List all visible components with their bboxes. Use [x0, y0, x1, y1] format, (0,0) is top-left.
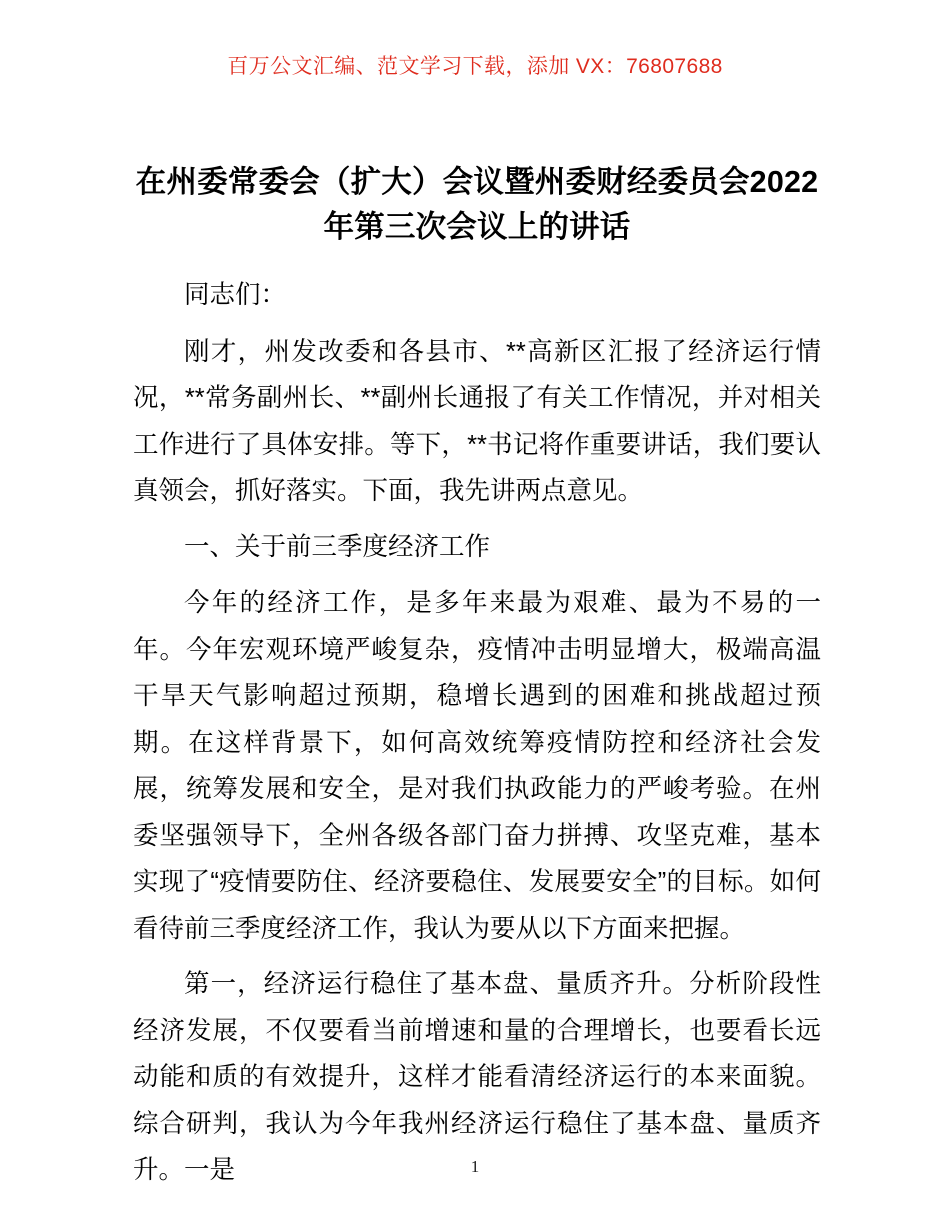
document-title: 在州委常委会（扩大）会议暨州委财经委员会2022年第三次会议上的讲话: [135, 165, 819, 244]
paragraph-opening-remarks: 刚才，州发改委和各县市、**高新区汇报了经济运行情况，**常务副州长、**副州长通报了有关工作情况，并对相关工作进行了具体安排。等下，**书记将作重要讲话，我们要认真领会，抓好落实。下面，我先讲两点意见。: [133, 337, 821, 505]
promo-watermark-header: 百万公文汇编、范文学习下载，添加 VX：76807688: [227, 55, 723, 78]
paragraph-economic-overview: 今年的经济工作，是多年来最为艰难、最为不易的一年。今年宏观环境严峻复杂，疫情冲击明显增大，极端高温干旱天气影响超过预期，稳增长遇到的困难和挑战超过预期。在这样背景下，如何高效统筹疫情防控和经济社会发展，统筹发展和安全，是对我们执政能力的严峻考验。在州委坚强领导下，全州各级各部门奋力拼搏、攻坚克难，基本实现了“疫情要防住、经济要稳住、发展要安全”的目标。如何看待前三季度经济工作，我认为要从以下方面来把握。: [133, 589, 821, 943]
section-heading-one: 一、关于前三季度经济工作: [184, 532, 491, 561]
paragraph-point-first: 第一，经济运行稳住了基本盘、量质齐升。分析阶段性经济发展，不仅要看当前增速和量的合理增长，也要看长远动能和质的有效提升，这样才能看清经济运行的本来面貌。综合研判，我认为今年我州经济运行稳住了基本盘、量质齐升。一是: [133, 970, 821, 1184]
page-number: 1: [470, 1157, 480, 1176]
document-body: [133, 160, 821, 1203]
salutation-line: 同志们：: [184, 281, 287, 309]
